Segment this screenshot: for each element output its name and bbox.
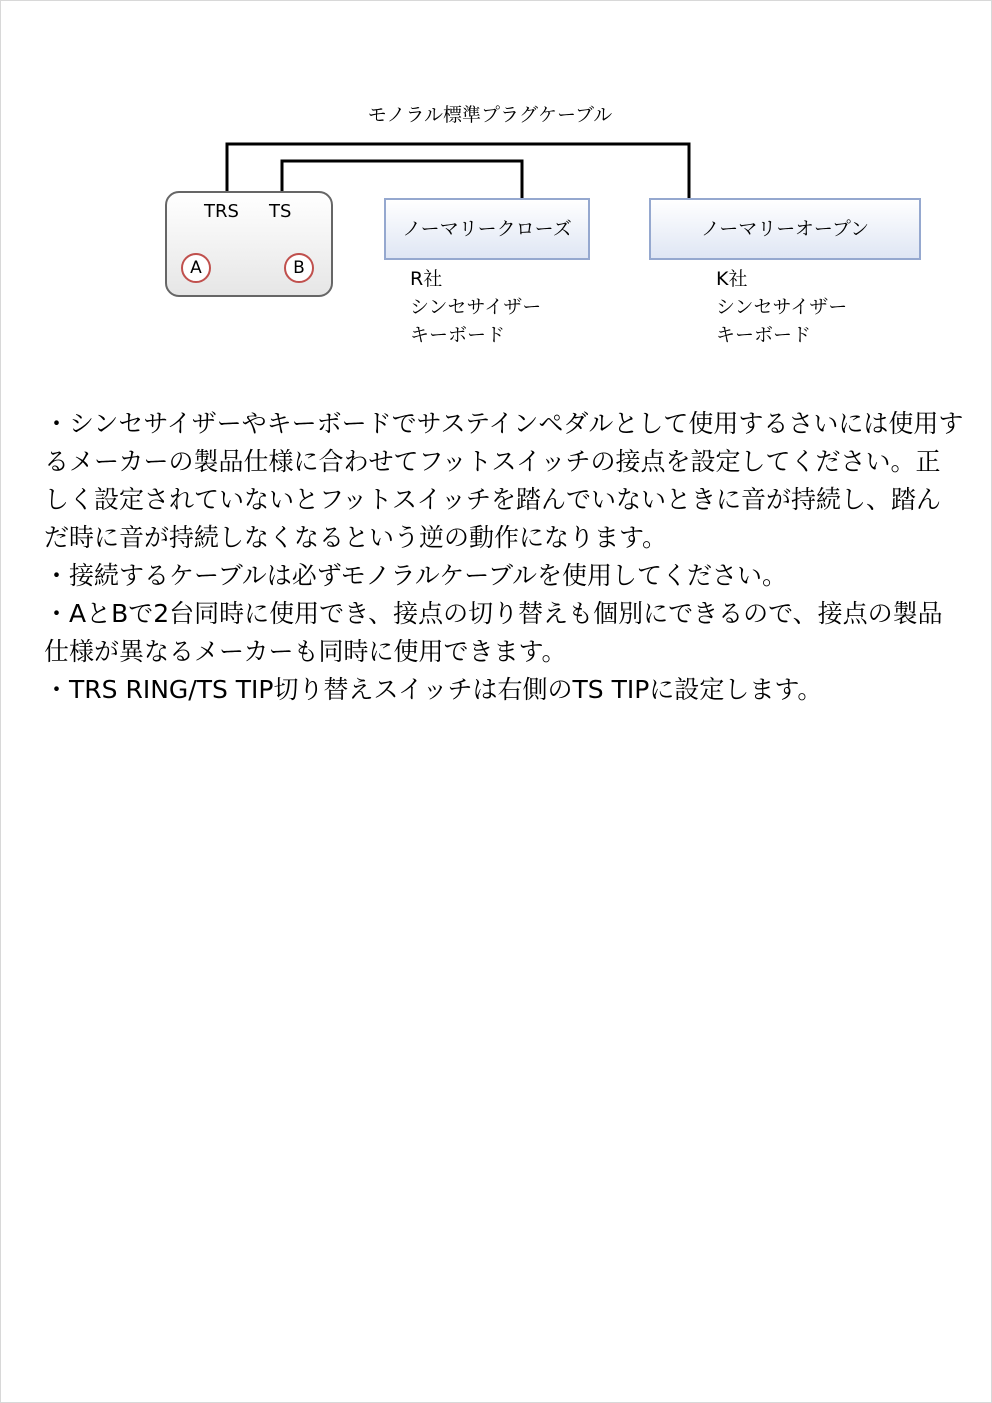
ts-label: TS [269, 201, 292, 222]
instruction-notes [44, 405, 964, 709]
note-dual-use: ・AとBで2台同時に使用でき、接点の切り替えも個別にできるので、接点の製品仕様が異なるメーカーも同時に使用できます。 [44, 599, 943, 666]
normally-open-brand-block [716, 265, 847, 349]
cable-title: モノラル標準プラグケーブル [367, 104, 613, 126]
normally-closed-brand-block [410, 265, 541, 349]
trs-label: TRS [204, 201, 239, 222]
normally-closed-box: ノーマリークローズ [384, 198, 590, 260]
note-mono-cable: ・接続するケーブルは必ずモノラルケーブルを使用してください。 [44, 561, 788, 590]
device-keyboard: キーボード [410, 324, 506, 346]
normally-open-box: ノーマリーオープン [649, 198, 921, 260]
cable-wire-trs-to-open [227, 144, 689, 198]
note-switch-setting: ・TRS RING/TS TIP切り替えスイッチは右側のTS TIPに設定します。 [44, 675, 823, 704]
jack-b: B [284, 253, 314, 283]
device-synthesizer: シンセサイザー [716, 296, 848, 318]
jack-a: A [181, 253, 211, 283]
brand-name: K社 [716, 268, 748, 290]
brand-name: R社 [410, 268, 443, 290]
device-synthesizer: シンセサイザー [410, 296, 542, 318]
device-keyboard: キーボード [716, 324, 812, 346]
note-contact-setting: ・シンセサイザーやキーボードでサステインペダルとして使用するさいには使用するメーカーの製品仕様に合わせてフットスイッチの接点を設定してください。正しく設定されていないとフットスイッチを踏んでいないときに音が持続し、踏んだ時に音が持続しなくなるという逆の動作になります。 [44, 409, 964, 552]
